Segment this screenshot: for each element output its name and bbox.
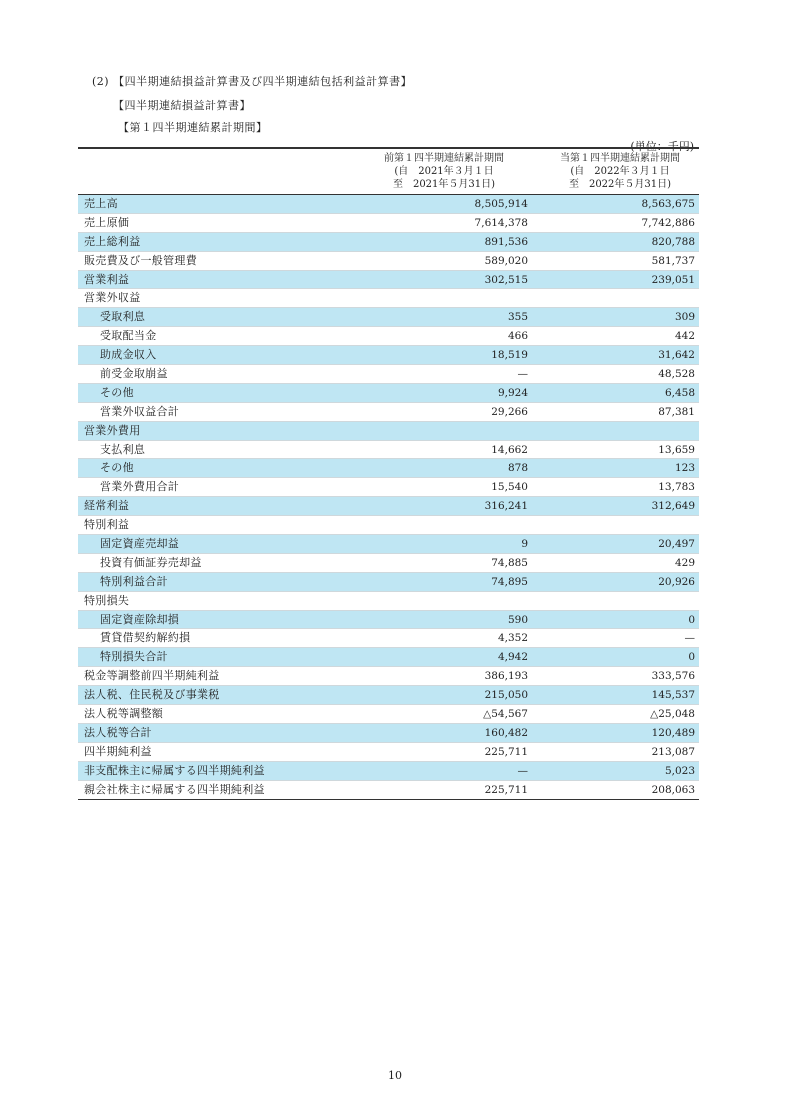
unit-label: (単位：千円) xyxy=(630,140,694,153)
table-row xyxy=(78,554,699,573)
row-label: 受取利息 xyxy=(100,310,146,324)
value-prior-period: 74,885 xyxy=(491,556,528,569)
row-label: 売上高 xyxy=(84,197,118,210)
value-prior-period: 9,924 xyxy=(497,386,528,399)
section-heading: (2) 【四半期連結損益計算書及び四半期連結包括利益計算書】 xyxy=(92,75,413,88)
row-label: 親会社株主に帰属する四半期純利益 xyxy=(84,782,265,796)
value-current-period: 309 xyxy=(674,311,695,324)
value-prior-period: 590 xyxy=(507,613,528,626)
value-current-period: 120,489 xyxy=(651,726,695,739)
row-label: 投資有価証券売却益 xyxy=(100,555,202,569)
value-prior-period: — xyxy=(517,368,528,381)
row-label: 経常利益 xyxy=(84,499,130,513)
table-row xyxy=(78,781,699,800)
row-label: 四半期純利益 xyxy=(84,744,152,758)
value-prior-period: △54,567 xyxy=(483,708,528,721)
row-label: 賃貸借契約解約損 xyxy=(100,631,191,645)
table-row xyxy=(78,233,699,252)
table-row xyxy=(78,762,699,781)
value-prior-period: 878 xyxy=(507,462,528,475)
value-prior-period: 316,241 xyxy=(484,500,528,513)
value-current-period: 208,063 xyxy=(651,783,695,796)
column-title: 当第１四半期連結累計期間 xyxy=(560,153,680,164)
table-row xyxy=(78,195,699,214)
value-current-period: 31,642 xyxy=(658,349,695,362)
value-current-period: 20,497 xyxy=(658,538,695,551)
row-label: 前受金取崩益 xyxy=(100,367,168,381)
value-prior-period: 891,536 xyxy=(484,235,528,248)
value-prior-period: 15,540 xyxy=(491,481,528,494)
row-label: 営業利益 xyxy=(84,272,130,286)
table-row xyxy=(78,308,699,327)
row-label: 販売費及び一般管理費 xyxy=(84,253,197,267)
value-prior-period: 466 xyxy=(507,330,528,343)
value-prior-period: 160,482 xyxy=(484,726,528,739)
row-label: 売上総利益 xyxy=(84,234,141,248)
value-prior-period: 74,895 xyxy=(491,575,528,588)
value-prior-period: 8,505,914 xyxy=(474,198,528,210)
value-current-period: 20,926 xyxy=(658,575,695,588)
value-current-period: 333,576 xyxy=(651,670,695,683)
value-prior-period: 302,515 xyxy=(484,273,528,286)
table-row xyxy=(78,271,699,290)
row-label: 営業外費用 xyxy=(84,423,141,437)
value-prior-period: 4,352 xyxy=(497,632,528,645)
row-label: 助成金収入 xyxy=(100,348,157,362)
row-label: 特別利益 xyxy=(84,518,130,532)
column-header-current xyxy=(540,152,700,191)
value-prior-period: — xyxy=(517,764,528,777)
column-period-end: 至 2021年５月31日) xyxy=(392,179,496,190)
table-row xyxy=(78,252,699,271)
value-current-period: 13,659 xyxy=(658,443,695,456)
table-row xyxy=(78,214,699,233)
value-prior-period: 225,711 xyxy=(484,783,528,796)
column-period-start: (自 2021年３月１日 xyxy=(394,166,494,177)
table-row xyxy=(78,346,699,365)
row-label: 売上原価 xyxy=(84,215,130,229)
value-current-period: 8,563,675 xyxy=(641,198,695,210)
row-label: 営業外収益合計 xyxy=(100,404,180,418)
value-current-period: 213,087 xyxy=(651,745,695,758)
value-current-period: 87,381 xyxy=(658,405,695,418)
row-label: その他 xyxy=(100,461,134,475)
column-period-end: 至 2022年５月31日) xyxy=(568,179,672,190)
row-label: 営業外収益 xyxy=(84,291,141,305)
row-label: 固定資産除却損 xyxy=(100,612,180,626)
row-label: 法人税等調整額 xyxy=(84,707,164,721)
column-header-prior xyxy=(364,152,524,191)
table-row xyxy=(78,516,699,535)
table-row xyxy=(78,705,699,724)
value-prior-period: 4,942 xyxy=(497,651,528,664)
table-row xyxy=(78,535,699,554)
value-prior-period: 386,193 xyxy=(484,670,528,683)
income-statement-table xyxy=(78,147,699,800)
value-current-period: 6,458 xyxy=(664,386,695,399)
row-label: 特別損失合計 xyxy=(100,650,168,664)
page-number: 10 xyxy=(388,1069,402,1082)
table-row xyxy=(78,743,699,762)
value-current-period: 5,023 xyxy=(664,764,695,777)
table-header xyxy=(78,147,699,195)
value-current-period: 820,788 xyxy=(651,235,695,248)
value-current-period: 239,051 xyxy=(651,273,695,286)
row-label: 法人税等合計 xyxy=(84,725,152,739)
table-row xyxy=(78,478,699,497)
value-current-period: 581,737 xyxy=(651,254,695,267)
row-label: 受取配当金 xyxy=(100,329,157,343)
value-current-period: 312,649 xyxy=(651,500,695,513)
value-prior-period: 7,614,378 xyxy=(474,216,528,229)
value-current-period: 0 xyxy=(688,613,695,626)
value-current-period: — xyxy=(684,632,695,645)
value-current-period: 123 xyxy=(674,462,695,475)
row-label: 営業外費用合計 xyxy=(100,480,180,494)
table-row xyxy=(78,592,699,611)
table-row xyxy=(78,573,699,592)
value-current-period: 429 xyxy=(674,556,695,569)
value-current-period: 0 xyxy=(688,651,695,664)
table-row xyxy=(78,497,699,516)
row-label: 特別損失 xyxy=(84,593,130,607)
row-label: 税金等調整前四半期純利益 xyxy=(84,669,220,683)
value-current-period: 442 xyxy=(674,330,695,343)
value-prior-period: 18,519 xyxy=(491,349,528,362)
value-prior-period: 29,266 xyxy=(491,405,528,418)
value-prior-period: 225,711 xyxy=(484,745,528,758)
value-prior-period: 9 xyxy=(521,538,528,551)
table-body xyxy=(78,195,699,800)
table-row xyxy=(78,611,699,630)
statement-title: 【四半期連結損益計算書】 xyxy=(113,99,251,112)
period-title: 【第１四半期連結累計期間】 xyxy=(118,121,268,134)
table-row xyxy=(78,629,699,648)
table-row xyxy=(78,403,699,422)
table-row xyxy=(78,384,699,403)
value-current-period: △25,048 xyxy=(650,708,695,721)
row-label: 非支配株主に帰属する四半期純利益 xyxy=(84,763,265,777)
table-row xyxy=(78,686,699,705)
value-current-period: 13,783 xyxy=(658,481,695,494)
table-row xyxy=(78,327,699,346)
value-current-period: 145,537 xyxy=(651,689,695,702)
table-row xyxy=(78,422,699,441)
value-prior-period: 215,050 xyxy=(484,689,528,702)
value-prior-period: 589,020 xyxy=(484,254,528,267)
value-current-period: 48,528 xyxy=(658,368,695,381)
row-label: 特別利益合計 xyxy=(100,574,168,588)
row-label: 支払利息 xyxy=(100,442,146,456)
table-row xyxy=(78,459,699,478)
row-label: 法人税、住民税及び事業税 xyxy=(84,688,220,702)
table-row xyxy=(78,441,699,460)
table-row xyxy=(78,724,699,743)
table-row xyxy=(78,667,699,686)
value-prior-period: 14,662 xyxy=(491,443,528,456)
value-current-period: 7,742,886 xyxy=(641,216,695,229)
value-prior-period: 355 xyxy=(507,311,528,324)
row-label: 固定資産売却益 xyxy=(100,537,180,551)
table-row xyxy=(78,365,699,384)
table-row xyxy=(78,648,699,667)
column-title: 前第１四半期連結累計期間 xyxy=(384,153,504,164)
column-period-start: (自 2022年３月１日 xyxy=(570,166,670,177)
row-label: その他 xyxy=(100,385,134,399)
table-row xyxy=(78,289,699,308)
